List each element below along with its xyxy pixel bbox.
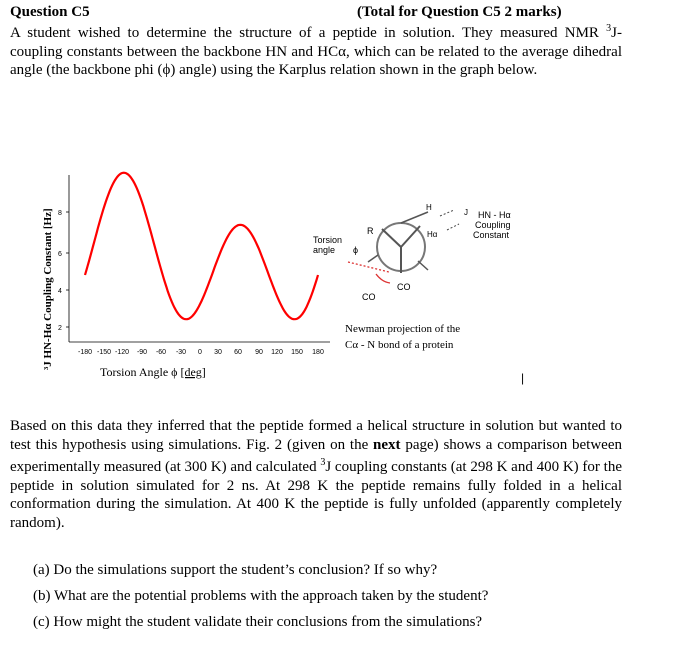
coupling-dashed-arrow [440,210,454,216]
co-right-label: CO [397,282,411,292]
body-text-2: page) shows a comparison between experimentally measured (at 300 K) and calculated [10,436,622,476]
body-text-3: J coupling constants (at 298 K and 400 K) for the peptide in solution simulated for 2 ns. At 298 K the peptide remains fully folded in a helical conformation during the simulation. At 400 K the peptide is fully unfolded (apparently completely random). [10,459,622,531]
torsion-arc [376,274,390,283]
atom-R: R [367,226,374,236]
x-axis-title [100,365,206,379]
x-tick-label: 60 [234,349,242,356]
body-text-1: Based on this data they inferred that the peptide formed a helical structure in solution but wanted to test this hypothesis using simulations. Fig. 2 (given on the [10,418,622,453]
intro-text-2: J-coupling constants between the backbone HN and HCα, which can be related to the average dihedral angle (the backbone phi (ϕ) angle) using the Karplus relation shown in the graph below. [10,25,622,79]
newman-bond [418,261,428,270]
x-tick-label: -180 [77,349,93,356]
question-b: (b) What are the potential problems with the approach taken by the student? [33,588,489,604]
coupling-label: Coupling [475,220,511,230]
newman-caption-1: Newman projection of the [345,323,461,335]
hn-ha-label: HN - Hα [478,210,511,220]
torsion-label: Torsion [313,235,343,245]
y-axis-title: ³J HN-Hα Coupling Constant [Hz] [42,208,54,370]
newman-bond [401,226,420,247]
question-c: (c) How might the student validate their conclusions from the simulations? [33,614,483,630]
x-tick-label: -120 [114,349,130,356]
body-superscript: 3 [320,457,326,469]
question-marks: (Total for Question C5 2 marks) [357,4,562,20]
x-tick-label: 30 [214,349,222,356]
body-paragraph [10,417,622,533]
coupling-J: J [464,208,468,217]
x-ticks [78,349,324,356]
atom-Ha: Hα [427,230,438,239]
x-tick-label: 90 [255,349,263,356]
newman-bond [382,229,401,247]
angle-label: angle [313,245,336,255]
x-tick-label: 120 [271,349,283,356]
newman-bond [401,212,428,223]
y-tick-label: 2 [58,325,62,332]
constant-label: Constant [473,230,510,240]
newman-inset [313,203,511,351]
text-cursor: | [521,371,525,385]
y-ticks [58,210,69,332]
atom-H: H [426,203,432,212]
y-tick-label: 6 [58,251,62,258]
coupling-dashed-arrow [447,224,459,230]
newman-bond [368,255,378,262]
intro-superscript: 3 [606,23,612,34]
body-text-bold: next [373,436,401,453]
x-tick-label: -60 [155,349,167,356]
x-axis-title-prefix: Torsion Angle ϕ [100,365,181,379]
question-a: (a) Do the simulations support the student’s conclusion? If so why? [33,562,438,578]
y-tick-label: 4 [58,288,62,295]
co-left-label: CO [362,292,376,302]
x-tick-label: 0 [198,349,202,356]
x-tick-label: -150 [96,349,112,356]
x-tick-label: 180 [312,349,324,356]
newman-caption-2: Cα - N bond of a protein [345,339,454,351]
question-title: Question C5 [10,4,90,20]
y-tick-label: 8 [58,210,62,217]
x-tick-label: -90 [136,349,148,356]
intro-text-1: A student wished to determine the structure of a peptide in solution. They measured NMR [10,25,607,41]
karplus-curve [85,173,318,320]
phi-label: ϕ [353,245,359,255]
x-tick-label: -30 [175,349,187,356]
x-tick-label: 150 [291,349,303,356]
x-axis-title-unit: [deg] [180,365,206,379]
